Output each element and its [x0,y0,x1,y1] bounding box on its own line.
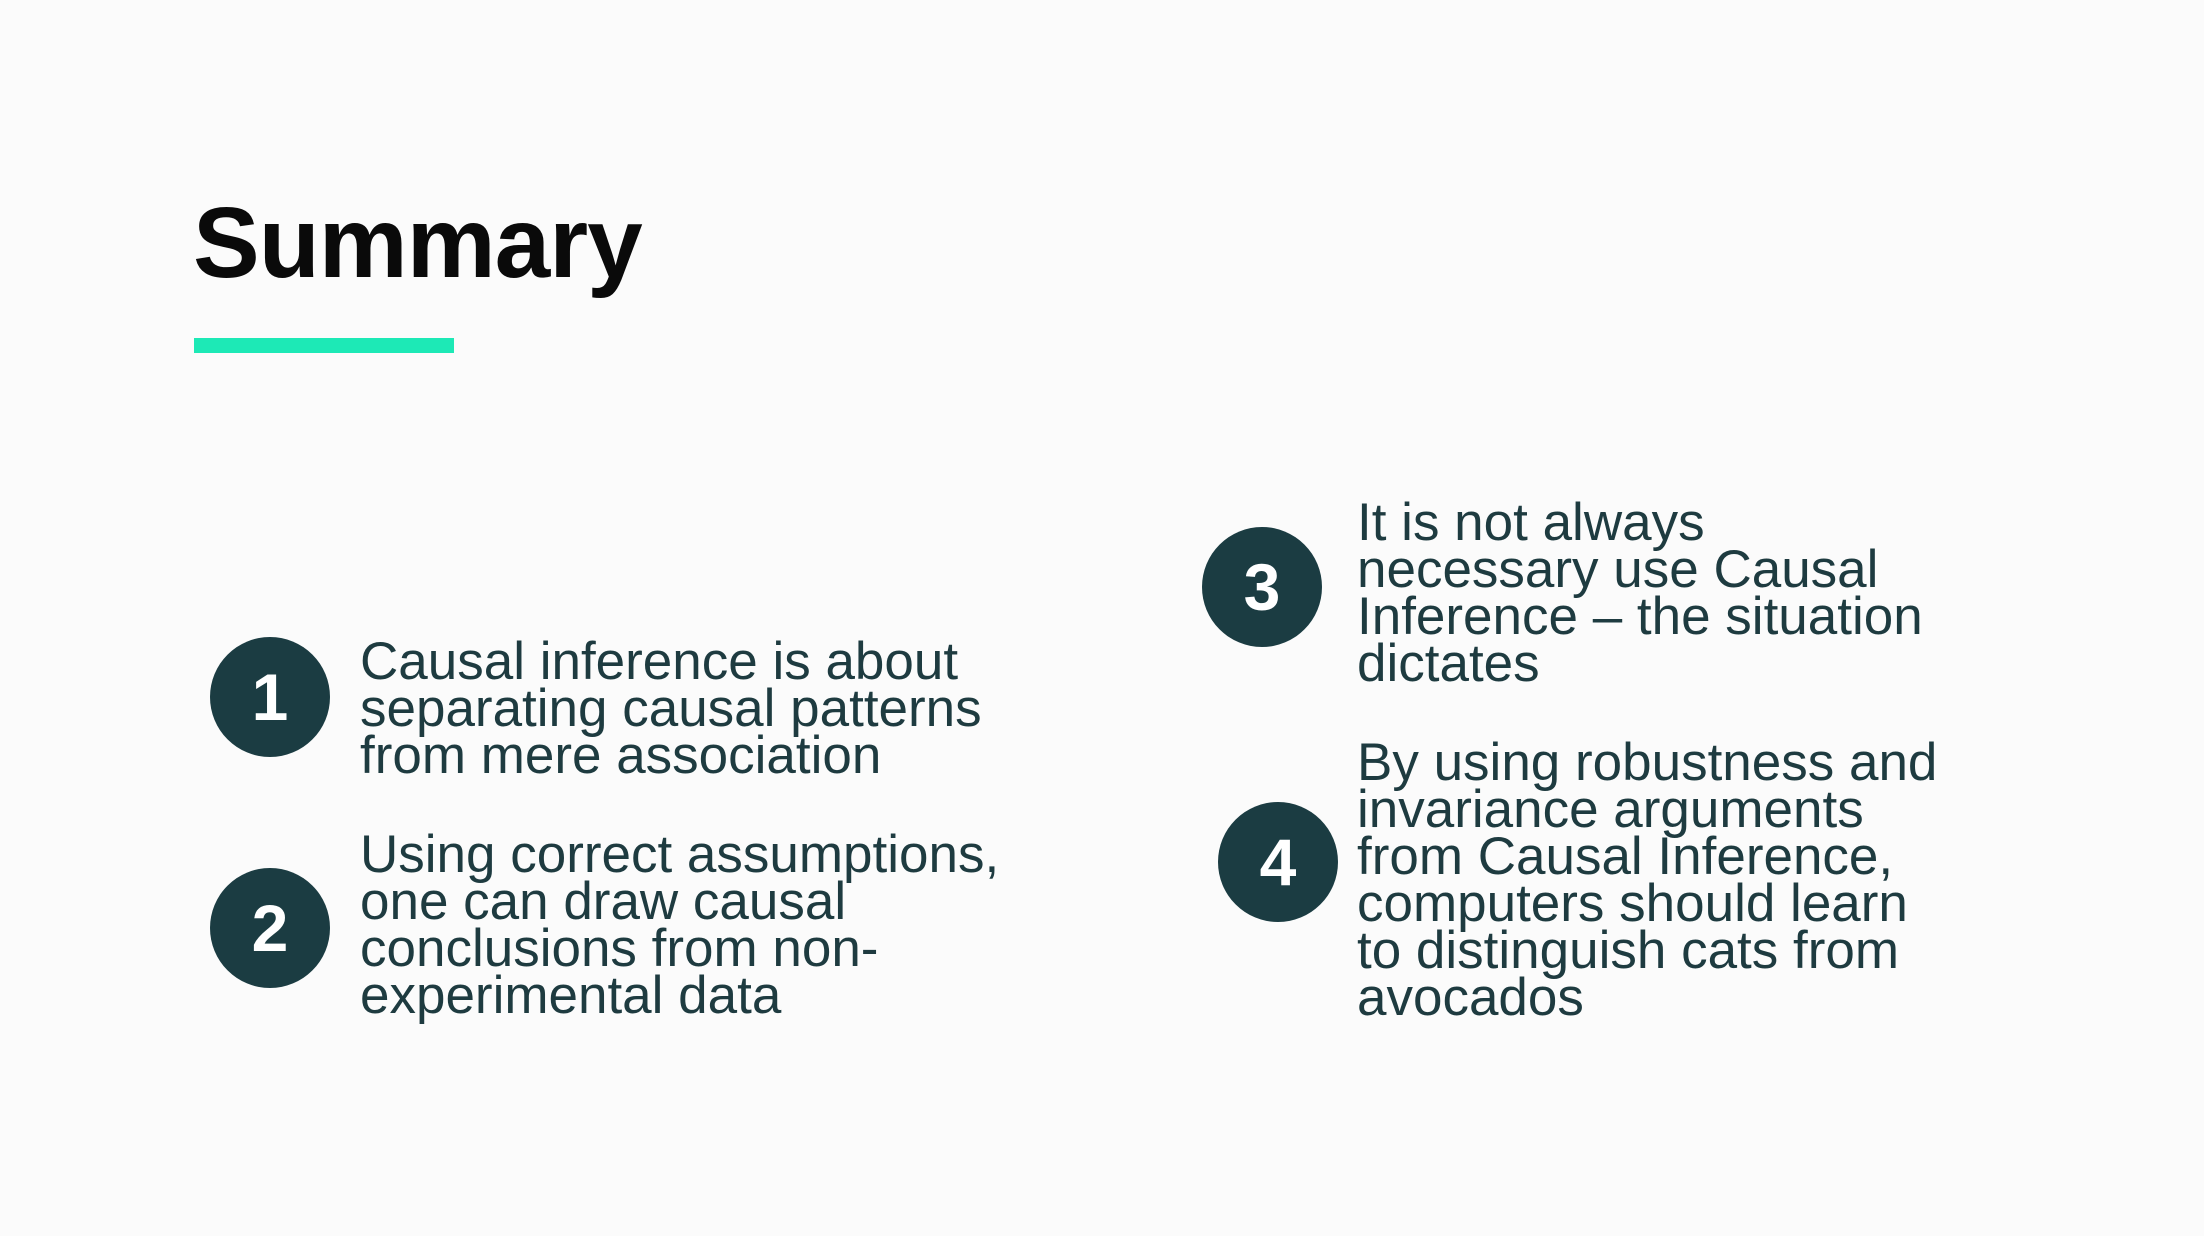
point-2-text [360,825,1000,1025]
point-2-line: Using correct assumptions, [360,825,1000,884]
point-4-line: By using robustness and [1357,733,1938,792]
point-1-line: separating causal patterns [360,679,982,738]
point-4-line: computers should learn [1357,874,1908,933]
point-2-line: conclusions from non- [360,919,879,978]
point-3-line: necessary use Causal [1357,540,1879,599]
point-2-line: experimental data [360,966,782,1025]
point-2-line: one can draw causal [360,872,847,931]
number-badge-3: 3 [1202,527,1322,647]
slide-title: Summary [193,187,642,299]
point-4-line: from Causal Inference, [1357,827,1894,886]
point-1-text [360,632,982,785]
point-3-line: It is not always [1357,493,1705,552]
point-3-line: dictates [1357,634,1540,693]
number-badge-2: 2 [210,868,330,988]
point-3-line: Inference – the situation [1357,587,1923,646]
title-underline [194,338,454,353]
point-1-line: Causal inference is about [360,632,959,691]
point-4-line: to distinguish cats from [1357,921,1900,980]
point-4-line: avocados [1357,968,1584,1027]
number-badge-4: 4 [1218,802,1338,922]
point-1-line: from mere association [360,726,882,785]
number-badge-1: 1 [210,637,330,757]
point-4-text [1357,733,1938,1027]
point-3-text [1357,493,1923,693]
point-4-line: invariance arguments [1357,780,1864,839]
